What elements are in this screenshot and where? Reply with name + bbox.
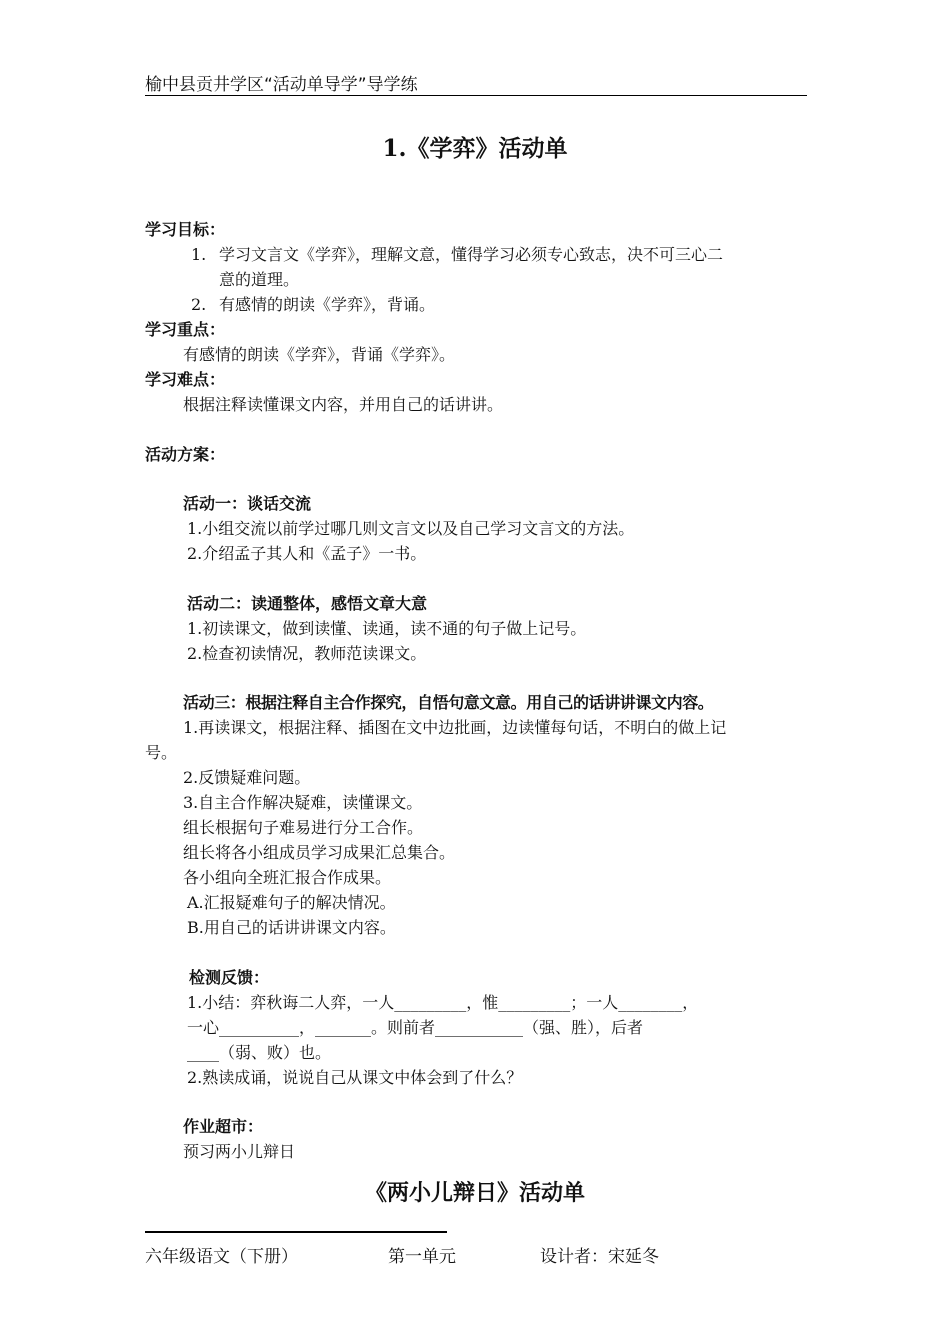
plan-heading: 活动方案：: [145, 445, 226, 464]
footer-divider: [145, 1231, 447, 1233]
activity1-item-1: 1.小组交流以前学过哪几则文言文以及自己学习文言文的方法。: [187, 519, 635, 538]
activity3-item-2: 2.反馈疑难问题。: [183, 768, 311, 787]
activity3-item-1-line2: 号。: [145, 743, 178, 762]
objective-1-num: 1.: [191, 245, 207, 264]
objective-2-num: 2.: [191, 295, 207, 314]
footer-unit: 第一单元: [388, 1247, 456, 1267]
objective-2-line1: 有感情的朗读《学弈》，背诵。: [219, 295, 436, 314]
page-title: 1.《学弈》活动单: [382, 135, 568, 162]
objectives-heading: 学习目标：: [145, 220, 226, 239]
activity1-heading: 活动一：谈话交流: [183, 494, 312, 513]
header-divider: [145, 95, 807, 96]
feedback-line-2: 一心__________，_______。则前者___________（强、胜），后者: [187, 1018, 644, 1037]
activity2-item-2: 2.检查初读情况，教师范读课文。: [187, 644, 427, 663]
footer-grade: 六年级语文（下册）: [145, 1247, 298, 1267]
footer-designer: 设计者：宋延冬: [540, 1247, 659, 1267]
objective-1-line2: 意的道理。: [219, 270, 300, 289]
feedback-line-1: 1.小结：弈秋诲二人弈，一人_________，惟_________；一人________，: [187, 993, 699, 1012]
activity3-sub-1: 组长根据句子难易进行分工合作。: [183, 818, 424, 837]
activity3-heading: 活动三：根据注释自主合作探究，自悟句意文意。用自己的话讲讲课文内容。: [183, 693, 714, 712]
difficulties-heading: 学习难点：: [145, 370, 226, 389]
activity3-sub-3: 各小组向全班汇报合作成果。: [183, 868, 392, 887]
activity3-sub-a: A.汇报疑难句子的解决情况。: [187, 893, 396, 912]
key-points-heading: 学习重点：: [145, 320, 226, 339]
difficulties-text: 根据注释读懂课文内容，并用自己的话讲讲。: [183, 395, 504, 414]
activity2-heading: 活动二：读通整体，感悟文章大意: [187, 594, 428, 613]
feedback-line-3: ____（弱、败）也。: [187, 1043, 332, 1062]
feedback-line-4: 2.熟读成诵，说说自己从课文中体会到了什么？: [187, 1068, 523, 1087]
activity2-item-1: 1.初读课文，做到读懂、读通，读不通的句子做上记号。: [187, 619, 587, 638]
homework-text: 预习两小儿辩日: [183, 1142, 296, 1161]
homework-heading: 作业超市：: [183, 1117, 264, 1136]
activity3-sub-2: 组长将各小组成员学习成果汇总集合。: [183, 843, 456, 862]
key-points-text: 有感情的朗读《学弈》，背诵《学弈》。: [183, 345, 456, 364]
objective-1-line1: 学习文言文《学弈》，理解文意，懂得学习必须专心致志，决不可三心二: [219, 245, 724, 264]
page-header: 榆中县贡井学区“活动单导学”导学练: [145, 75, 418, 95]
next-activity-title: 《两小儿辩日》活动单: [364, 1180, 585, 1206]
activity3-sub-b: B.用自己的话讲讲课文内容。: [187, 918, 396, 937]
activity3-item-3: 3.自主合作解决疑难，读懂课文。: [183, 793, 423, 812]
feedback-heading: 检测反馈：: [189, 968, 270, 987]
activity1-item-2: 2.介绍孟子其人和《孟子》一书。: [187, 544, 427, 563]
activity3-item-1-line1: 1.再读课文，根据注释、插图在文中边批画，边读懂每句话，不明白的做上记: [183, 718, 727, 737]
